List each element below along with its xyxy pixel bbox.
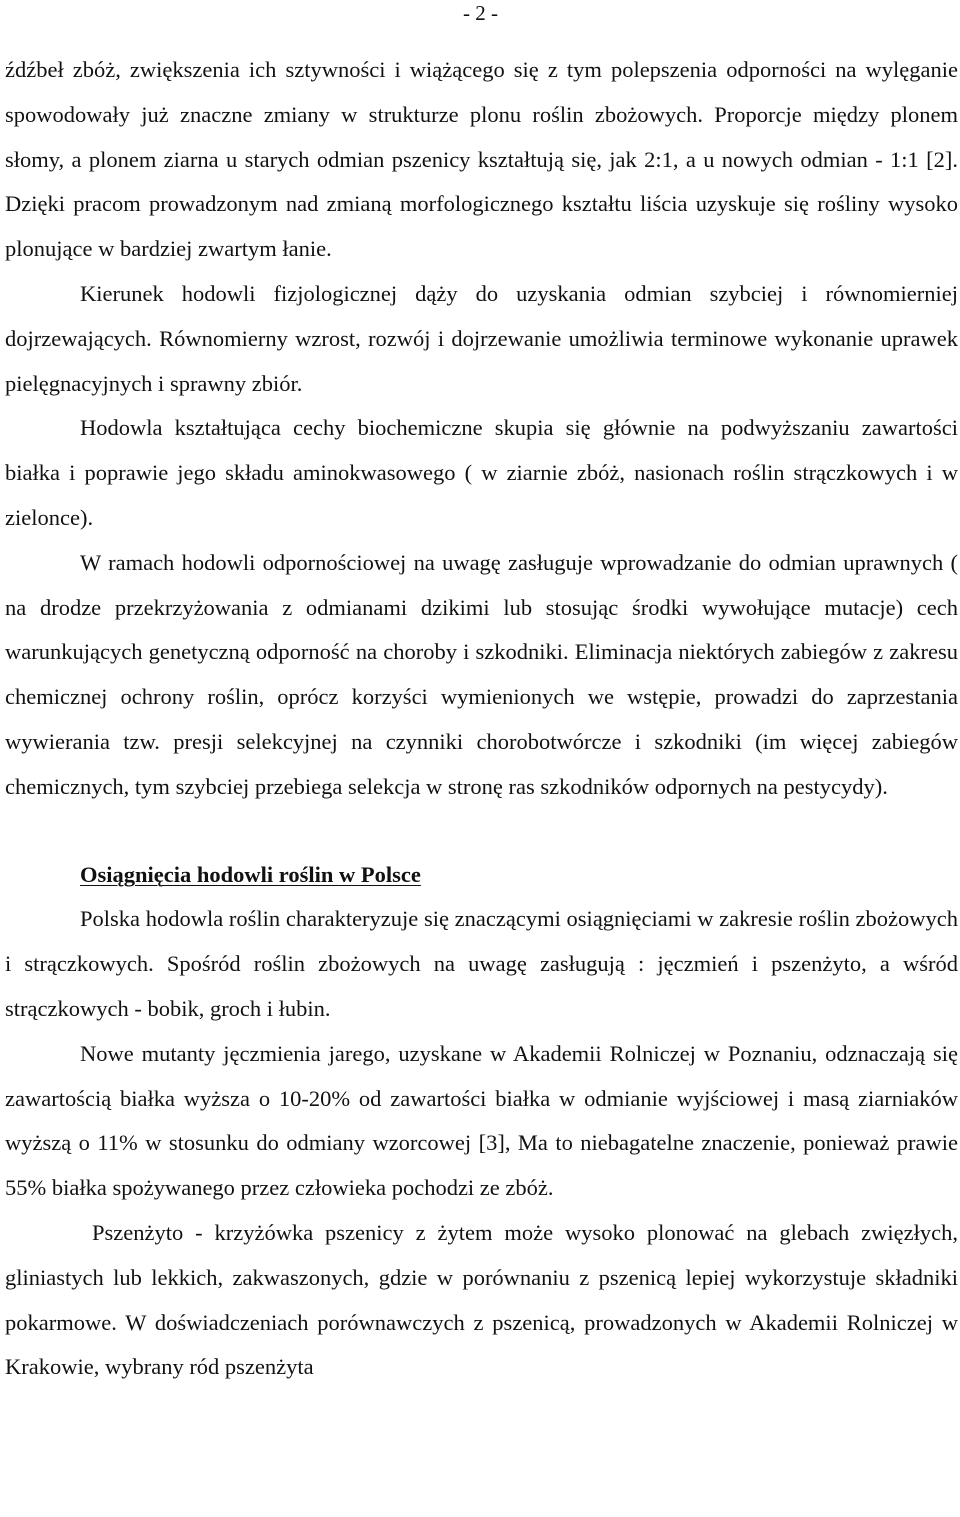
paragraph-triticale: Pszenżyto - krzyżówka pszenicy z żytem może wysoko plonować na glebach zwięzłych, gliniastych lub lekkich, zakwaszonych, gdzie w porównaniu z pszenicą lepiej wykorzystuje składniki pokarmowe. W doświadczeniach porównawczych z pszenicą, prowadzonych w Akademii Rolniczej w Krakowie, wybrany ród pszenżyta [5, 1219, 958, 1380]
document-body [5, 48, 958, 1390]
page-number: - 2 - [463, 1, 498, 25]
paragraph-resistance-breeding: W ramach hodowli odpornościowej na uwagę zasługuje wprowadzanie do odmian uprawnych ( na drodze przekrzyżowania z odmianami dzikimi lub stosując środki wywołujące mutacje) cech warunkujących genetyczną odporność na choroby i szkodniki. Eliminacja niektórych zabiegów z zakresu chemicznej ochrony roślin, oprócz korzyści wymienionych we wstępie, prowadzi do zaprzestania wywierania tzw. presji selekcyjnej na czynniki chorobotwórcze i szkodniki (im więcej zabiegów chemicznych, tym szybciej przebiega selekcja w stronę ras szkodników odpornych na pestycydy). [5, 549, 958, 799]
paragraph-polish-achievements: Polska hodowla roślin charakteryzuje się znaczącymi osiągnięciami w zakresie roślin zbożowych i strączkowych. Spośród roślin zbożowych na uwagę zasługują : jęczmień i pszenżyto, a wśród strączkowych - bobik, groch i łubin. [5, 906, 958, 1021]
section-heading: Osiągnięcia hodowli roślin w Polsce [80, 861, 421, 887]
paragraph-barley-mutants: Nowe mutanty jęczmienia jarego, uzyskane w Akademii Rolniczej w Poznaniu, odznaczają się zawartością białka wyższa o 10-20% od zawartości białka w odmianie wyjściowej i masą ziarniaków wyższą o 11% w stosunku do odmiany wzorcowej [3], Ma to niebagatelne znaczenie, ponieważ prawie 55% białka spożywanego przez człowieka pochodzi ze zbóż. [5, 1040, 958, 1201]
paragraph-physiological-breeding: Kierunek hodowli fizjologicznej dąży do uzyskania odmian szybciej i równomierniej dojrzewających. Równomierny wzrost, rozwój i dojrzewanie umożliwia terminowe wykonanie uprawek pielęgnacyjnych i sprawny zbiór. [5, 280, 958, 396]
paragraph-plant-structure: źdźbeł zbóż, zwiększenia ich sztywności i wiążącego się z tym polepszenia odporności na wylęganie spowodowały już znaczne zmiany w strukturze plonu roślin zbożowych. Proporcje między plonem słomy, a plonem ziarna u starych odmian pszenicy kształtują się, jak 2:1, a u nowych odmian - 1:1 [2]. Dzięki pracom prowadzonym nad zmianą morfologicznego kształtu liścia uzyskuje się rośliny wysoko plonujące w bardziej zwartym łanie. [5, 57, 958, 262]
paragraph-biochemical-breeding: Hodowla kształtująca cechy biochemiczne skupia się głównie na podwyższaniu zawartości białka i poprawie jego składu aminokwasowego ( w ziarnie zbóż, nasionach roślin strączkowych i w zielonce). [5, 415, 958, 530]
